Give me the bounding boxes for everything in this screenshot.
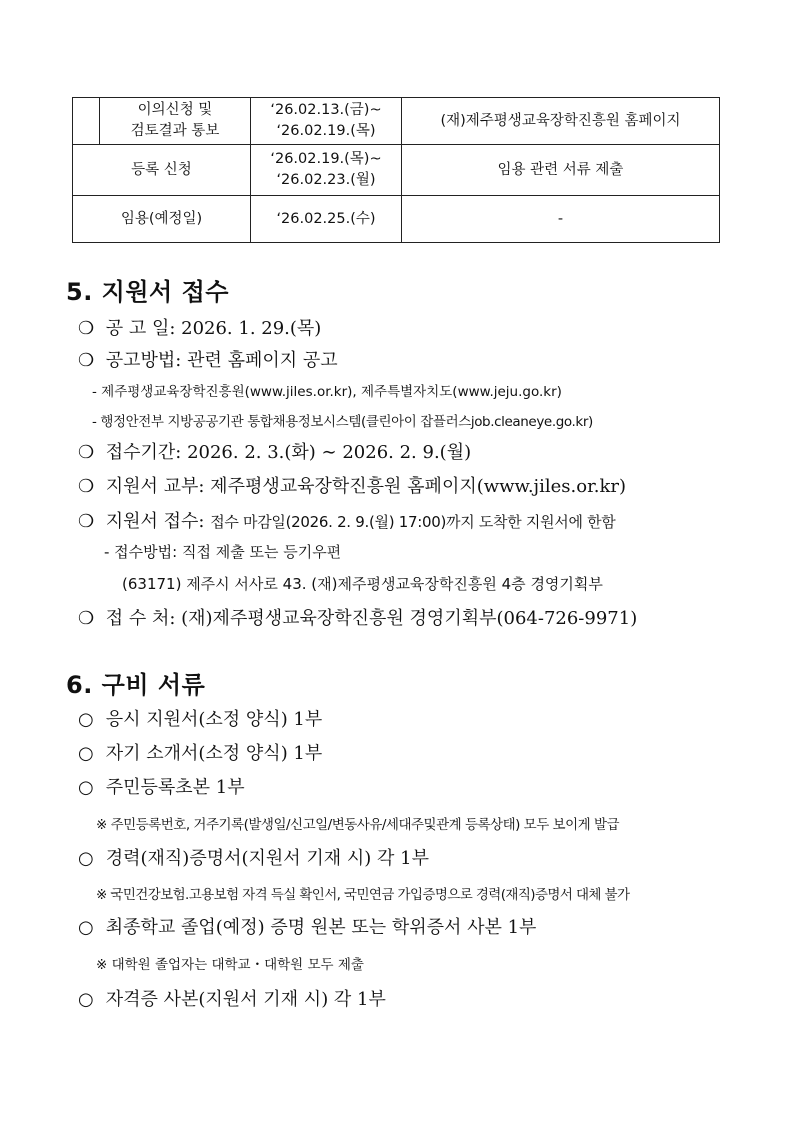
list-item [78,346,338,372]
form-receipt-detail: 접수 마감일(2026. 2. 9.(월) 17:00)까지 도착한 지원서에 한함 [210,513,616,531]
table-cell-indent [73,98,100,145]
note-graduate: ※ 대학원 졸업자는 대학교・대학원 모두 제출 [96,957,364,973]
bullet-icon: ❍ [78,318,95,339]
bullet-icon: ❍ [78,511,95,532]
bullet-icon: ❍ [78,608,95,629]
note-resident: ※ 주민등록번호, 거주기록(발생일/신고일/변동사유/세대주및관계 등록상태) 모두 보이게 발급 [96,817,620,833]
list-item [78,739,322,765]
announce-method: 공고방법: 관련 홈페이지 공고 [105,350,338,371]
list-item [78,604,637,630]
bullet-icon: ○ [78,743,94,764]
bullet-icon: ○ [78,709,94,730]
table-row [73,196,720,243]
bullet-icon: ❍ [78,442,95,463]
bullet-icon: ○ [78,777,94,798]
form-receipt-label: 지원서 접수: [105,511,211,532]
note-career: ※ 국민건강보험.고용보험 자격 득실 확인서, 국민연금 가입증명으로 경력(재직)증명서 대체 불가 [96,887,630,903]
table-cell-step: 등록 신청 [73,145,251,196]
list-item [78,705,322,731]
doc-self-intro: 자기 소개서(소정 양식) 1부 [105,743,323,764]
section6-heading: 6. 구비 서류 [66,671,206,699]
bullet-icon: ○ [78,848,94,869]
list-item [78,314,321,340]
bullet-icon: ○ [78,917,94,938]
table-cell-note: (재)제주평생교육장학진흥원 홈페이지 [402,98,720,145]
list-item [78,773,245,799]
announce-site-1: - 제주평생교육장학진흥원(www.jiles.or.kr), 제주특별자치도(www.jeju.go.kr) [92,384,562,400]
list-item [78,438,471,464]
table-cell-step: 임용(예정일) [73,196,251,243]
table-cell-date: ‘26.02.19.(목)~ ‘26.02.23.(월) [251,145,402,196]
mailing-address: (63171) 제주시 서사로 43. (재)제주평생교육장학진흥원 4층 경영기획부 [122,575,603,593]
form-distribution: 지원서 교부: 제주평생교육장학진흥원 홈페이지(www.jiles.or.kr) [105,476,626,497]
section5-heading: 5. 지원서 접수 [66,278,229,306]
table-row [73,145,720,196]
list-item [78,844,429,870]
list-item [78,913,536,939]
bullet-icon: ❍ [78,476,95,497]
receipt-method: - 접수방법: 직접 제출 또는 등기우편 [104,543,342,561]
table-cell-date: ‘26.02.25.(수) [251,196,402,243]
doc-career-cert: 경력(재직)증명서(지원서 기재 시) 각 1부 [105,848,429,869]
doc-graduation: 최종학교 졸업(예정) 증명 원본 또는 학위증서 사본 1부 [105,917,537,938]
table-cell-note: - [402,196,720,243]
receipt-period: 접수기간: 2026. 2. 3.(화) ∼ 2026. 2. 9.(월) [105,442,472,463]
announce-date: 공 고 일: 2026. 1. 29.(목) [105,318,322,339]
doc-certificate: 자격증 사본(지원서 기재 시) 각 1부 [105,989,386,1010]
bullet-icon: ○ [78,989,94,1010]
table-cell-step: 이의신청 및 검토결과 통보 [100,98,251,145]
table-cell-note: 임용 관련 서류 제출 [402,145,720,196]
table-cell-date: ‘26.02.13.(금)~ ‘26.02.19.(목) [251,98,402,145]
doc-resident-abstract: 주민등록초본 1부 [105,777,245,798]
list-item [78,507,616,533]
schedule-table [72,97,720,243]
bullet-icon: ❍ [78,350,95,371]
table-row [73,98,720,145]
receipt-office: 접 수 처: (재)제주평생교육장학진흥원 경영기획부(064-726-9971) [105,608,638,629]
list-item [78,985,386,1011]
announce-site-2: - 행정안전부 지방공공기관 통합채용정보시스템(클린아이 잡플러스job.cleaneye.go.kr) [92,414,593,430]
doc-application: 응시 지원서(소정 양식) 1부 [105,709,323,730]
list-item [78,472,626,498]
